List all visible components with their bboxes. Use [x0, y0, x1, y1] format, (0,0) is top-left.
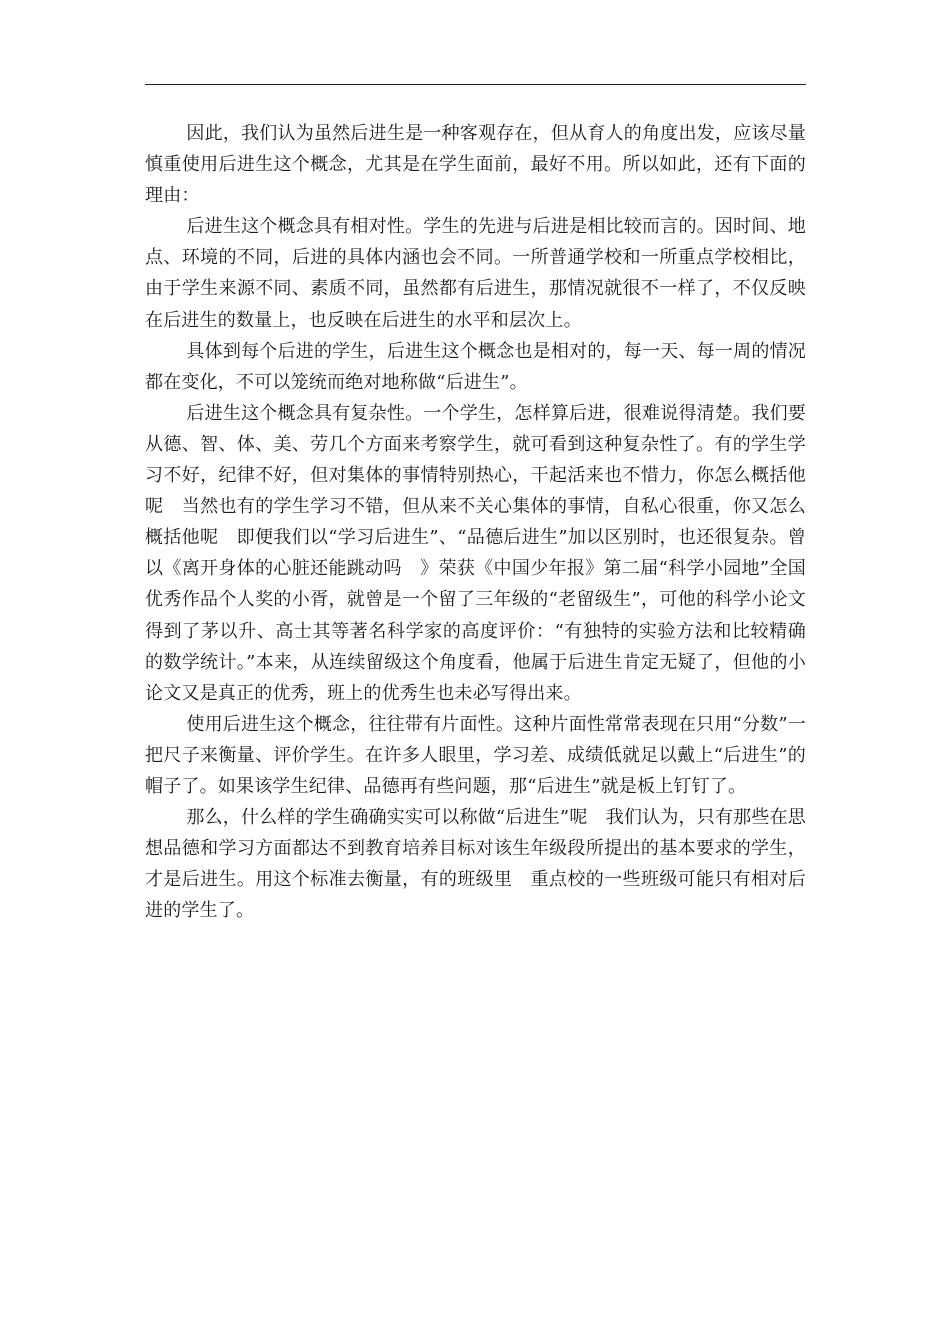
document-body	[145, 118, 806, 926]
paragraph-2: 后进生这个概念具有相对性。学生的先进与后进是相比较而言的。因时间、地点、环境的不同，后进的具体内涵也会不同。一所普通学校和一所重点学校相比，由于学生来源不同、素质不同，虽然都有后进生，那情况就很不一样了，不仅反映在后进生的数量上，也反映在后进生的水平和层次上。	[145, 216, 806, 331]
paragraph-4: 后进生这个概念具有复杂性。一个学生，怎样算后进，很难说得清楚。我们要从德、智、体、美、劳几个方面来考察学生，就可看到这种复杂性了。有的学生学习不好，纪律不好，但对集体的事情特别热心，干起活来也不惜力，你怎么概括他呢 当然也有的学生学习不错，但从来不关心集体的事情，自私心很重，你又怎么概括他呢 即便我们以“学习后进生”、“品德后进生”加以区别时，也还很复杂。曾以《离开身体的心脏还能跳动吗 》荣获《中国少年报》第二届“科学小园地”全国优秀作品个人奖的小胥，就曾是一个留了三年级的“老留级生”，可他的科学小论文得到了茅以升、高士其等著名科学家的高度评价：“有独特的实验方法和比较精确的数学统计。”本来，从连续留级这个角度看，他属于后进生肯定无疑了，但他的小论文又是真正的优秀，班上的优秀生也未必写得出来。	[145, 402, 806, 704]
paragraph-5: 使用后进生这个概念，往往带有片面性。这种片面性常常表现在只用“分数”一把尺子来衡量、评价学生。在许多人眼里，学习差、成绩低就足以戴上“后进生”的帽子了。如果该学生纪律、品德再有些问题，那“后进生”就是板上钉钉了。	[145, 713, 806, 797]
paragraph-6: 那么，什么样的学生确确实实可以称做“后进生”呢 我们认为，只有那些在思想品德和学习方面都达不到教育培养目标对该生年级段所提出的基本要求的学生，才是后进生。用这个标准去衡量，有的班级里 重点校的一些班级可能只有相对后进的学生了。	[145, 807, 806, 922]
header-rule	[145, 84, 806, 85]
paragraph-3: 具体到每个后进的学生，后进生这个概念也是相对的，每一天、每一周的情况都在变化，不可以笼统而绝对地称做“后进生”。	[145, 340, 806, 393]
paragraph-1: 因此，我们认为虽然后进生是一种客观存在，但从育人的角度出发，应该尽量慎重使用后进生这个概念，尤其是在学生面前，最好不用。所以如此，还有下面的理由：	[145, 123, 806, 207]
